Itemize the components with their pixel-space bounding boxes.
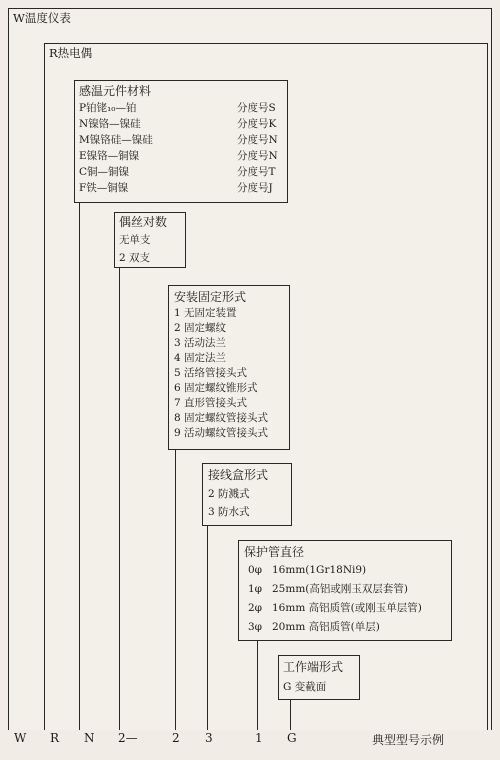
code-letter: 3 [205,731,213,745]
mounting-item: 5 活络管接头式 [174,367,248,379]
main-section-title: W温度仪表 [13,11,71,25]
pairs-item: 无单支 [119,234,151,246]
pairs-item: 2 双支 [119,252,151,264]
mounting-item: 6 固定螺纹锥形式 [174,382,258,394]
material-item-name: F铁—铜镍 [79,182,129,194]
tube-item-text: 25mm(高铝或刚玉双层套管) [272,583,408,595]
junction-item: 3 防水式 [208,506,250,518]
material-item-name: E镍铬—铜镍 [79,150,140,162]
connector-line [175,450,176,730]
code-letter: G [287,731,297,745]
material-item-grade: 分度号K [237,118,277,130]
code-letter: R [50,731,60,745]
tube-item-code: 1φ [248,583,263,595]
mounting-item: 7 直形管接头式 [174,397,248,409]
material-item-grade: 分度号N [237,150,278,162]
tube-item-text: 16mm 高铝质管(或刚玉单层管) [272,602,422,614]
mounting-item: 1 无固定装置 [174,307,237,319]
tube-item-code: 3φ [248,621,263,633]
material-item-name: C铜—铜镍 [79,166,130,178]
material-item-grade: 分度号S [237,102,276,114]
junction-section-title: 接线盒形式 [208,468,269,482]
mounting-section-title: 安装固定形式 [174,290,247,304]
connector-line [257,641,258,730]
code-letter: 1 [255,731,263,745]
mounting-item: 4 固定法兰 [174,352,227,364]
tube-item-text: 20mm 高铝质管(单层) [272,621,380,633]
connector-line [119,268,120,730]
code-letter: W [14,731,27,745]
material-item-name: N镍铬—镍硅 [79,118,141,130]
mounting-item: 9 活动螺纹管接头式 [174,427,269,439]
material-item-grade: 分度号T [237,166,276,178]
pairs-section-title: 偶丝对数 [119,215,168,229]
junction-item: 2 防溅式 [208,488,250,500]
tip-item: G 变截面 [283,681,327,693]
material-section-title: 感温元件材料 [79,84,152,98]
tube-item-code: 2φ [248,602,263,614]
tip-section-title: 工作端形式 [283,660,344,674]
material-item-grade: 分度号N [237,134,278,146]
thermocouple-section-title: R热电偶 [49,46,93,60]
mounting-item: 8 固定螺纹管接头式 [174,412,269,424]
mounting-item: 2 固定螺纹 [174,322,227,334]
code-letter: 2— [118,731,138,745]
connector-line [79,203,80,730]
tube-section-title: 保护管直径 [244,545,305,559]
material-item-name: P铂铑₁₀—铂 [79,102,137,114]
connector-line [290,700,291,730]
mounting-item: 3 活动法兰 [174,337,227,349]
tube-item-code: 0φ [248,564,263,576]
code-letter: N [84,731,95,745]
tube-item-text: 16mm(1Gr18Ni9) [272,564,367,576]
connector-line [207,526,208,730]
example-label: 典型型号示例 [372,733,445,747]
material-item-name: M镍铬硅—镍硅 [79,134,153,146]
code-letter: 2 [172,731,180,745]
material-item-grade: 分度号J [237,182,273,194]
